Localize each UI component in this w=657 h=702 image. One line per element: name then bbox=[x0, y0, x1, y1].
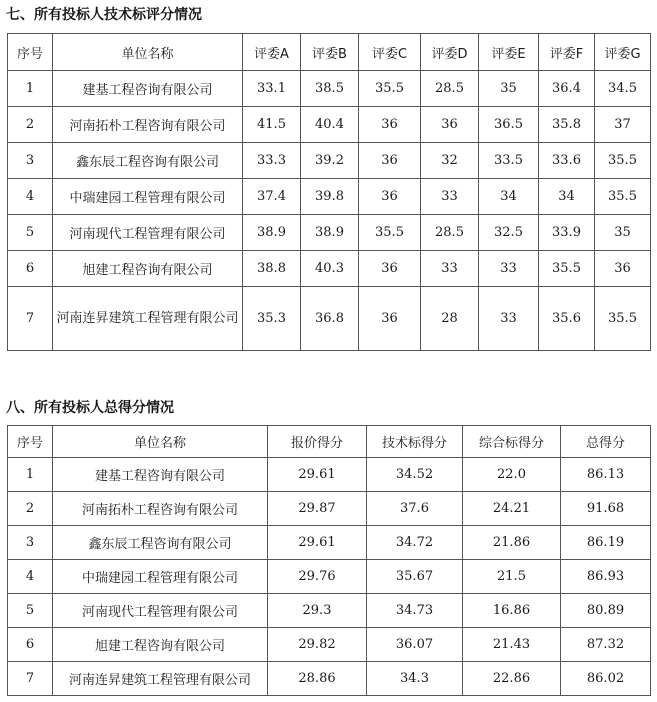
score-cell: 33 bbox=[421, 251, 479, 287]
table-header-row bbox=[8, 34, 651, 71]
company-name: 中瑞建园工程管理有限公司 bbox=[53, 560, 268, 594]
row-no: 4 bbox=[8, 560, 53, 594]
price-score: 29.87 bbox=[268, 492, 367, 526]
header-company: 单位名称 bbox=[53, 426, 268, 458]
company-name: 建基工程咨询有限公司 bbox=[53, 458, 268, 492]
score-cell: 28.5 bbox=[421, 215, 479, 251]
score-cell: 32.5 bbox=[479, 215, 539, 251]
score-cell: 33.3 bbox=[243, 143, 301, 179]
company-name: 河南连昇建筑工程管理有限公司 bbox=[53, 287, 243, 351]
company-name: 旭建工程咨询有限公司 bbox=[53, 628, 268, 662]
score-cell: 34.5 bbox=[595, 71, 651, 107]
score-cell: 35 bbox=[479, 71, 539, 107]
total-score-table bbox=[7, 425, 651, 696]
total-score: 86.13 bbox=[561, 458, 651, 492]
company-name: 鑫东辰工程咨询有限公司 bbox=[53, 143, 243, 179]
table-row bbox=[8, 215, 651, 251]
score-cell: 32 bbox=[421, 143, 479, 179]
total-score: 91.68 bbox=[561, 492, 651, 526]
score-cell: 35.5 bbox=[595, 143, 651, 179]
price-score: 29.3 bbox=[268, 594, 367, 628]
score-cell: 36 bbox=[359, 251, 421, 287]
score-cell: 40.3 bbox=[301, 251, 359, 287]
score-cell: 33.1 bbox=[243, 71, 301, 107]
score-cell: 38.5 bbox=[301, 71, 359, 107]
score-cell: 35.5 bbox=[595, 287, 651, 351]
header-tech-score: 技术标得分 bbox=[367, 426, 463, 458]
company-name: 建基工程咨询有限公司 bbox=[53, 71, 243, 107]
comprehensive-score: 21.43 bbox=[463, 628, 561, 662]
header-price-score: 报价得分 bbox=[268, 426, 367, 458]
table-row bbox=[8, 458, 651, 492]
score-cell: 33 bbox=[479, 287, 539, 351]
header-judge-d: 评委D bbox=[421, 34, 479, 71]
score-cell: 36 bbox=[359, 143, 421, 179]
header-total-score: 总得分 bbox=[561, 426, 651, 458]
table-row bbox=[8, 662, 651, 696]
score-cell: 35.5 bbox=[359, 215, 421, 251]
header-comprehensive-score: 综合标得分 bbox=[463, 426, 561, 458]
comprehensive-score: 21.86 bbox=[463, 526, 561, 560]
tech-score: 34.52 bbox=[367, 458, 463, 492]
score-cell: 39.8 bbox=[301, 179, 359, 215]
tech-score: 34.3 bbox=[367, 662, 463, 696]
tech-score: 34.72 bbox=[367, 526, 463, 560]
company-name: 河南连昇建筑工程管理有限公司 bbox=[53, 662, 268, 696]
row-no: 7 bbox=[8, 662, 53, 696]
company-name: 中瑞建园工程管理有限公司 bbox=[53, 179, 243, 215]
tech-score: 36.07 bbox=[367, 628, 463, 662]
score-cell: 36.5 bbox=[479, 107, 539, 143]
score-cell: 33 bbox=[479, 251, 539, 287]
table-row bbox=[8, 179, 651, 215]
price-score: 29.76 bbox=[268, 560, 367, 594]
price-score: 29.61 bbox=[268, 458, 367, 492]
total-score: 86.19 bbox=[561, 526, 651, 560]
score-cell: 34 bbox=[539, 179, 595, 215]
tech-score: 34.73 bbox=[367, 594, 463, 628]
table-row bbox=[8, 287, 651, 351]
row-no: 6 bbox=[8, 628, 53, 662]
table-header-row bbox=[8, 426, 651, 458]
score-cell: 36 bbox=[359, 107, 421, 143]
score-cell: 37.4 bbox=[243, 179, 301, 215]
table-row bbox=[8, 71, 651, 107]
company-name: 河南拓朴工程咨询有限公司 bbox=[53, 107, 243, 143]
score-cell: 35 bbox=[595, 215, 651, 251]
comprehensive-score: 24.21 bbox=[463, 492, 561, 526]
company-name: 旭建工程咨询有限公司 bbox=[53, 251, 243, 287]
score-cell: 37 bbox=[595, 107, 651, 143]
score-cell: 36 bbox=[595, 251, 651, 287]
table-row bbox=[8, 107, 651, 143]
section-8-title: 八、所有投标人总得分情况 bbox=[6, 400, 174, 416]
header-judge-a: 评委A bbox=[243, 34, 301, 71]
score-cell: 33.6 bbox=[539, 143, 595, 179]
company-name: 河南现代工程管理有限公司 bbox=[53, 594, 268, 628]
table-row bbox=[8, 251, 651, 287]
table-row bbox=[8, 594, 651, 628]
score-cell: 38.9 bbox=[243, 215, 301, 251]
score-cell: 38.8 bbox=[243, 251, 301, 287]
score-cell: 39.2 bbox=[301, 143, 359, 179]
row-no: 1 bbox=[8, 71, 53, 107]
price-score: 29.61 bbox=[268, 526, 367, 560]
score-cell: 33.5 bbox=[479, 143, 539, 179]
score-cell: 36.4 bbox=[539, 71, 595, 107]
score-cell: 35.5 bbox=[359, 71, 421, 107]
table-row bbox=[8, 526, 651, 560]
row-no: 5 bbox=[8, 215, 53, 251]
score-cell: 36 bbox=[359, 179, 421, 215]
header-judge-g: 评委G bbox=[595, 34, 651, 71]
comprehensive-score: 22.86 bbox=[463, 662, 561, 696]
company-name: 河南现代工程管理有限公司 bbox=[53, 215, 243, 251]
row-no: 1 bbox=[8, 458, 53, 492]
score-cell: 38.9 bbox=[301, 215, 359, 251]
score-cell: 35.5 bbox=[595, 179, 651, 215]
header-judge-f: 评委F bbox=[539, 34, 595, 71]
comprehensive-score: 16.86 bbox=[463, 594, 561, 628]
table-row bbox=[8, 628, 651, 662]
comprehensive-score: 21.5 bbox=[463, 560, 561, 594]
row-no: 2 bbox=[8, 107, 53, 143]
section-7-title: 七、所有投标人技术标评分情况 bbox=[6, 7, 202, 23]
header-no: 序号 bbox=[8, 34, 53, 71]
score-cell: 36.8 bbox=[301, 287, 359, 351]
score-cell: 35.8 bbox=[539, 107, 595, 143]
score-cell: 36 bbox=[359, 287, 421, 351]
score-cell: 28 bbox=[421, 287, 479, 351]
score-cell: 35.6 bbox=[539, 287, 595, 351]
comprehensive-score: 22.0 bbox=[463, 458, 561, 492]
score-cell: 41.5 bbox=[243, 107, 301, 143]
row-no: 2 bbox=[8, 492, 53, 526]
company-name: 河南拓朴工程咨询有限公司 bbox=[53, 492, 268, 526]
technical-score-table bbox=[7, 33, 651, 351]
tech-score: 37.6 bbox=[367, 492, 463, 526]
price-score: 28.86 bbox=[268, 662, 367, 696]
price-score: 29.82 bbox=[268, 628, 367, 662]
row-no: 3 bbox=[8, 526, 53, 560]
header-judge-b: 评委B bbox=[301, 34, 359, 71]
score-cell: 36 bbox=[421, 107, 479, 143]
score-cell: 40.4 bbox=[301, 107, 359, 143]
row-no: 7 bbox=[8, 287, 53, 351]
company-name: 鑫东辰工程咨询有限公司 bbox=[53, 526, 268, 560]
score-cell: 34 bbox=[479, 179, 539, 215]
score-cell: 35.5 bbox=[539, 251, 595, 287]
header-company: 单位名称 bbox=[53, 34, 243, 71]
total-score: 86.93 bbox=[561, 560, 651, 594]
header-no: 序号 bbox=[8, 426, 53, 458]
total-score: 80.89 bbox=[561, 594, 651, 628]
table-row bbox=[8, 492, 651, 526]
tech-score: 35.67 bbox=[367, 560, 463, 594]
score-cell: 33 bbox=[421, 179, 479, 215]
table-row bbox=[8, 143, 651, 179]
table-row bbox=[8, 560, 651, 594]
row-no: 5 bbox=[8, 594, 53, 628]
score-cell: 28.5 bbox=[421, 71, 479, 107]
total-score: 86.02 bbox=[561, 662, 651, 696]
header-judge-c: 评委C bbox=[359, 34, 421, 71]
header-judge-e: 评委E bbox=[479, 34, 539, 71]
row-no: 3 bbox=[8, 143, 53, 179]
score-cell: 35.3 bbox=[243, 287, 301, 351]
row-no: 6 bbox=[8, 251, 53, 287]
score-cell: 33.9 bbox=[539, 215, 595, 251]
total-score: 87.32 bbox=[561, 628, 651, 662]
row-no: 4 bbox=[8, 179, 53, 215]
